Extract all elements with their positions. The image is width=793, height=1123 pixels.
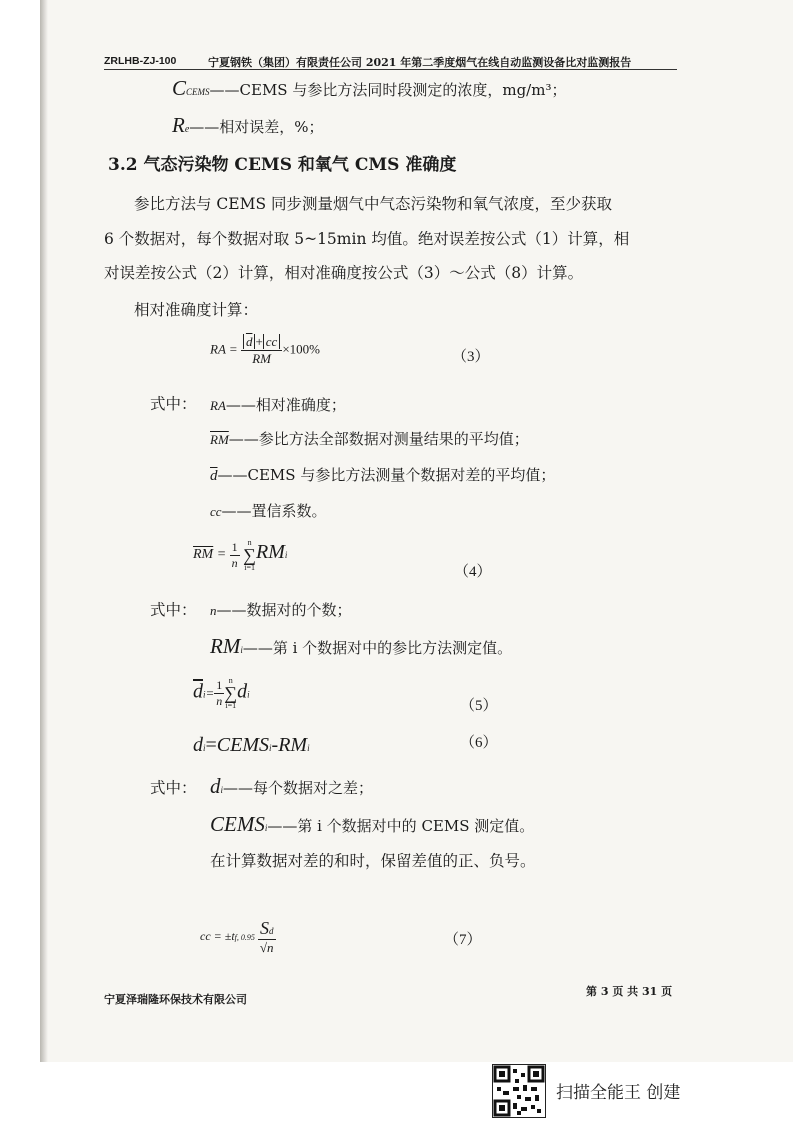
report-title: 宁夏钢铁（集团）有限责任公司 2021 年第二季度烟气在线自动监测设备比对监测报告 bbox=[208, 56, 632, 69]
def-cc: cc——置信系数。 bbox=[210, 502, 327, 520]
def-d-i: di——每个数据对之差； bbox=[210, 774, 374, 798]
where-label: 式中： bbox=[150, 601, 197, 619]
def-ra: RA——相对准确度； bbox=[210, 396, 346, 414]
intro-line-1: 参比方法与 CEMS 同步测量烟气中气态污染物和氧气浓度，至少获取 bbox=[134, 195, 613, 213]
eqno-6: （6） bbox=[460, 735, 498, 751]
eqno-7: （7） bbox=[444, 932, 482, 948]
def-text: ——相对误差，%； bbox=[189, 118, 324, 136]
formula-5: $\overline{d}i=$ $\frac{1}{n}$ n ∑ i=1 di bbox=[193, 676, 250, 710]
formula-3-cc: cc bbox=[263, 334, 281, 349]
def-subscript: CEMS bbox=[186, 87, 210, 97]
def-re bbox=[172, 113, 324, 138]
intro-line-3: 对误差按公式（2）计算，相对准确度按公式（3）～公式（8）计算。 bbox=[104, 264, 584, 282]
eqno-4: （4） bbox=[454, 564, 492, 580]
footer-company: 宁夏泽瑞隆环保技术有限公司 bbox=[104, 993, 247, 1006]
formula-4: $\overline{RM}$ = $\frac{1}{n}$ n ∑ i=1 RMi bbox=[193, 538, 288, 572]
def-rm-i: RMi——第 i 个数据对中的参比方法测定值。 bbox=[210, 634, 513, 658]
ra-heading: 相对准确度计算： bbox=[134, 301, 259, 319]
def-cems-i: CEMSi——第 i 个数据对中的 CEMS 测定值。 bbox=[210, 812, 535, 836]
def-subscript: e bbox=[184, 124, 190, 135]
formula-3: RA = $\frac{\overline{d} + cc}{RM}$ ×100% bbox=[210, 334, 320, 366]
intro-line-2: 6 个数据对，每个数据对取 5~15min 均值。绝对误差按公式（1）计算，相 bbox=[104, 230, 630, 248]
def-c-cems bbox=[172, 76, 566, 101]
formula-7: cc = ±tf, 0.95 $\frac{Sd}{√n}$ bbox=[200, 918, 274, 955]
report-code: ZRLHB-ZJ-100 bbox=[104, 55, 177, 67]
formula-3-fraction: $\frac{\overline{d} + cc}{RM}$ bbox=[241, 334, 282, 367]
sign-note: 在计算数据对差的和时，保留差值的正、负号。 bbox=[210, 852, 536, 870]
def-d-bar: $\overline{d}——CEMS$ 与参比方法测量个数据对差的平均值； bbox=[210, 466, 556, 484]
def-rm-bar: $\overline{RM}——$参比方法全部数据对测量结果的平均值； bbox=[210, 430, 529, 448]
eqno-5: （5） bbox=[460, 698, 498, 714]
section-title: 3.2 气态污染物 CEMS 和氧气 CMS 准确度 bbox=[108, 155, 457, 175]
header-divider bbox=[104, 69, 677, 70]
footer-page-number: 第 3 页 共 31 页 bbox=[586, 985, 673, 998]
where-label: 式中： bbox=[150, 395, 197, 413]
scanner-watermark-label: 扫描全能王 创建 bbox=[556, 1083, 681, 1103]
def-n: n——数据对的个数； bbox=[210, 601, 352, 619]
eqno-3: （3） bbox=[452, 349, 490, 365]
formula-6: di=CEMSi-RMi bbox=[193, 734, 310, 756]
formula-3-rm: RM bbox=[252, 351, 272, 366]
qr-code-icon bbox=[492, 1064, 546, 1118]
formula-3-lhs: RA bbox=[210, 341, 226, 357]
def-symbol: C bbox=[172, 76, 187, 100]
def-text: ——CEMS 与参比方法同时段测定的浓度，mg/m³； bbox=[209, 81, 567, 99]
def-symbol: R bbox=[172, 113, 185, 137]
formula-3-times: ×100% bbox=[282, 341, 320, 357]
formula-3-dbar: $\overline{d}$ bbox=[243, 334, 256, 349]
page-edge-shadow bbox=[40, 0, 48, 1062]
where-label: 式中： bbox=[150, 779, 197, 797]
